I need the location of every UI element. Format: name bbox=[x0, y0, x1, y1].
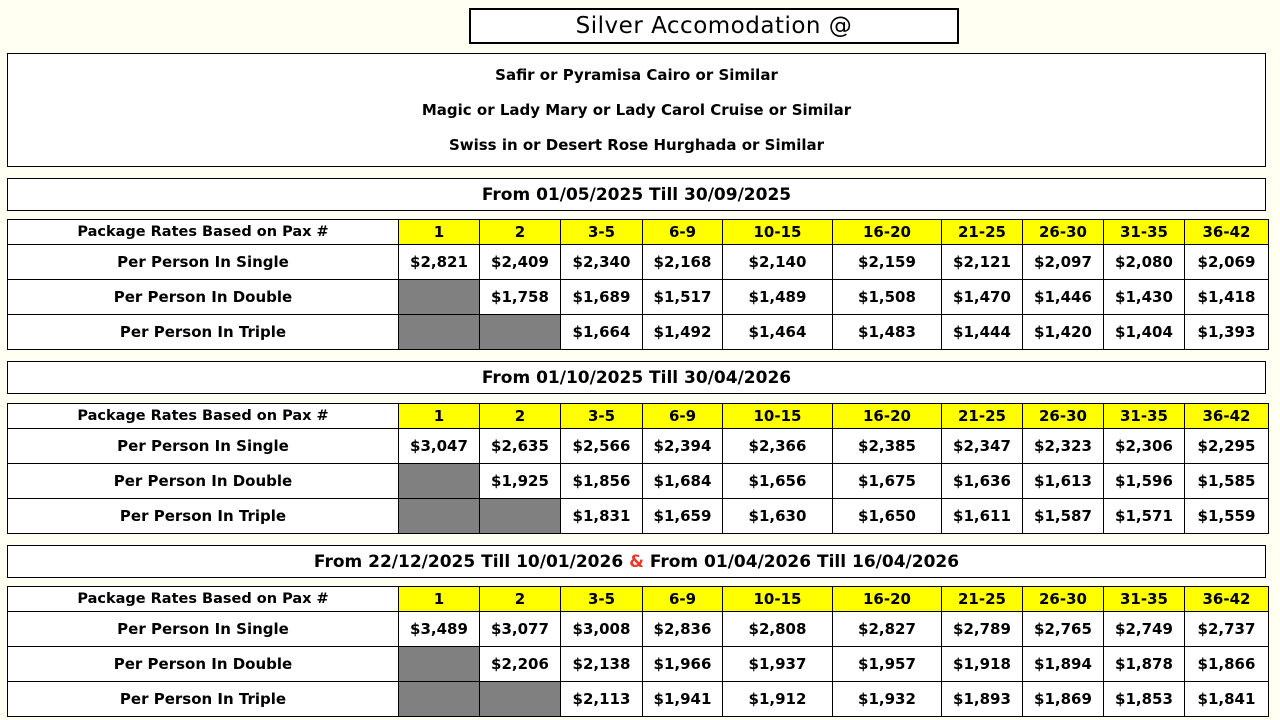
price-cell: $1,966 bbox=[643, 647, 723, 682]
price-cell: $3,489 bbox=[399, 612, 480, 647]
pax-column-header: 31-35 bbox=[1104, 220, 1185, 245]
price-cell: $1,492 bbox=[643, 315, 723, 350]
unavailable-cell bbox=[399, 315, 480, 350]
row-label: Per Person In Single bbox=[8, 245, 399, 280]
row-label: Per Person In Double bbox=[8, 280, 399, 315]
pax-column-header: 10-15 bbox=[723, 220, 833, 245]
pax-column-header: 21-25 bbox=[942, 404, 1023, 429]
unavailable-cell bbox=[399, 464, 480, 499]
hotel-line-cruise: Magic or Lady Mary or Lady Carol Cruise or Similar bbox=[421, 100, 852, 119]
price-cell: $1,483 bbox=[833, 315, 942, 350]
period-title-2 bbox=[7, 361, 1266, 394]
table-row bbox=[8, 499, 1269, 534]
pax-column-header: 16-20 bbox=[833, 587, 942, 612]
row-label: Per Person In Triple bbox=[8, 315, 399, 350]
price-cell: $2,340 bbox=[561, 245, 643, 280]
price-cell: $1,856 bbox=[561, 464, 643, 499]
pax-column-header: 3-5 bbox=[561, 587, 643, 612]
price-cell: $2,827 bbox=[833, 612, 942, 647]
price-cell: $1,613 bbox=[1023, 464, 1104, 499]
table-header-row bbox=[8, 587, 1269, 612]
price-cell: $1,559 bbox=[1185, 499, 1269, 534]
period-title-text: From 01/05/2025 Till 30/09/2025 bbox=[481, 184, 792, 205]
unavailable-cell bbox=[399, 499, 480, 534]
table-row bbox=[8, 612, 1269, 647]
pax-column-header: 16-20 bbox=[833, 220, 942, 245]
price-cell: $1,393 bbox=[1185, 315, 1269, 350]
price-cell: $1,444 bbox=[942, 315, 1023, 350]
pax-column-header: 1 bbox=[399, 404, 480, 429]
table-row bbox=[8, 280, 1269, 315]
price-cell: $1,587 bbox=[1023, 499, 1104, 534]
period-title-text-2: From 01/04/2026 Till 16/04/2026 bbox=[643, 551, 960, 572]
pax-column-header: 6-9 bbox=[643, 404, 723, 429]
price-cell: $3,008 bbox=[561, 612, 643, 647]
price-cell: $2,765 bbox=[1023, 612, 1104, 647]
period-title-1 bbox=[7, 178, 1266, 211]
price-cell: $1,941 bbox=[643, 682, 723, 717]
page-title: Silver Accomodation @ bbox=[469, 8, 959, 44]
price-cell: $2,789 bbox=[942, 612, 1023, 647]
price-cell: $2,409 bbox=[480, 245, 561, 280]
pax-column-header: 26-30 bbox=[1023, 587, 1104, 612]
pax-column-header: 3-5 bbox=[561, 404, 643, 429]
row-label: Per Person In Single bbox=[8, 612, 399, 647]
unavailable-cell bbox=[480, 499, 561, 534]
pax-column-header: 36-42 bbox=[1185, 587, 1269, 612]
table-row bbox=[8, 429, 1269, 464]
row-label: Per Person In Triple bbox=[8, 682, 399, 717]
row-label: Per Person In Single bbox=[8, 429, 399, 464]
table-row bbox=[8, 682, 1269, 717]
price-cell: $2,306 bbox=[1104, 429, 1185, 464]
price-cell: $2,138 bbox=[561, 647, 643, 682]
price-cell: $1,656 bbox=[723, 464, 833, 499]
rate-table-1 bbox=[7, 219, 1269, 350]
price-cell: $1,585 bbox=[1185, 464, 1269, 499]
price-cell: $1,611 bbox=[942, 499, 1023, 534]
pax-column-header: 26-30 bbox=[1023, 220, 1104, 245]
pax-column-header: 21-25 bbox=[942, 587, 1023, 612]
pax-column-header: 36-42 bbox=[1185, 404, 1269, 429]
price-cell: $2,323 bbox=[1023, 429, 1104, 464]
header-label: Package Rates Based on Pax # bbox=[8, 587, 399, 612]
pax-column-header: 2 bbox=[480, 404, 561, 429]
price-cell: $1,866 bbox=[1185, 647, 1269, 682]
price-cell: $1,571 bbox=[1104, 499, 1185, 534]
unavailable-cell bbox=[480, 682, 561, 717]
price-cell: $1,650 bbox=[833, 499, 942, 534]
price-cell: $1,932 bbox=[833, 682, 942, 717]
row-label: Per Person In Triple bbox=[8, 499, 399, 534]
price-cell: $2,394 bbox=[643, 429, 723, 464]
price-cell: $2,836 bbox=[643, 612, 723, 647]
price-cell: $2,159 bbox=[833, 245, 942, 280]
price-cell: $1,659 bbox=[643, 499, 723, 534]
row-label: Per Person In Double bbox=[8, 464, 399, 499]
price-cell: $1,925 bbox=[480, 464, 561, 499]
price-cell: $1,420 bbox=[1023, 315, 1104, 350]
pax-column-header: 6-9 bbox=[643, 587, 723, 612]
price-cell: $1,664 bbox=[561, 315, 643, 350]
price-cell: $1,418 bbox=[1185, 280, 1269, 315]
price-cell: $2,566 bbox=[561, 429, 643, 464]
price-cell: $1,630 bbox=[723, 499, 833, 534]
table-row bbox=[8, 315, 1269, 350]
period-title-text: From 22/12/2025 Till 10/01/2026 bbox=[313, 551, 630, 572]
pax-column-header: 31-35 bbox=[1104, 587, 1185, 612]
hotel-line-cairo: Safir or Pyramisa Cairo or Similar bbox=[495, 66, 778, 85]
hotel-line-hurghada: Swiss in or Desert Rose Hurghada or Similar bbox=[448, 135, 825, 154]
price-cell: $2,140 bbox=[723, 245, 833, 280]
price-cell: $1,841 bbox=[1185, 682, 1269, 717]
price-cell: $2,097 bbox=[1023, 245, 1104, 280]
price-cell: $1,893 bbox=[942, 682, 1023, 717]
pax-column-header: 31-35 bbox=[1104, 404, 1185, 429]
pax-column-header: 2 bbox=[480, 220, 561, 245]
price-cell: $1,758 bbox=[480, 280, 561, 315]
price-cell: $2,808 bbox=[723, 612, 833, 647]
table-header-row bbox=[8, 404, 1269, 429]
price-cell: $2,080 bbox=[1104, 245, 1185, 280]
header-label: Package Rates Based on Pax # bbox=[8, 220, 399, 245]
row-label: Per Person In Double bbox=[8, 647, 399, 682]
price-cell: $1,464 bbox=[723, 315, 833, 350]
period-title-text: From 01/10/2025 Till 30/04/2026 bbox=[481, 367, 792, 388]
price-cell: $1,489 bbox=[723, 280, 833, 315]
unavailable-cell bbox=[480, 315, 561, 350]
price-cell: $1,912 bbox=[723, 682, 833, 717]
price-cell: $2,737 bbox=[1185, 612, 1269, 647]
pax-column-header: 2 bbox=[480, 587, 561, 612]
price-cell: $1,957 bbox=[833, 647, 942, 682]
price-cell: $1,517 bbox=[643, 280, 723, 315]
pax-column-header: 10-15 bbox=[723, 404, 833, 429]
pax-column-header: 16-20 bbox=[833, 404, 942, 429]
price-cell: $1,869 bbox=[1023, 682, 1104, 717]
price-cell: $2,385 bbox=[833, 429, 942, 464]
period-title-3 bbox=[7, 545, 1266, 578]
rate-table-3 bbox=[7, 586, 1269, 717]
price-cell: $1,937 bbox=[723, 647, 833, 682]
price-cell: $1,430 bbox=[1104, 280, 1185, 315]
price-cell: $1,596 bbox=[1104, 464, 1185, 499]
table-row bbox=[8, 464, 1269, 499]
pax-column-header: 6-9 bbox=[643, 220, 723, 245]
price-cell: $2,821 bbox=[399, 245, 480, 280]
price-cell: $1,853 bbox=[1104, 682, 1185, 717]
pax-column-header: 36-42 bbox=[1185, 220, 1269, 245]
price-cell: $1,470 bbox=[942, 280, 1023, 315]
price-cell: $2,121 bbox=[942, 245, 1023, 280]
price-cell: $2,206 bbox=[480, 647, 561, 682]
price-cell: $1,508 bbox=[833, 280, 942, 315]
pax-column-header: 10-15 bbox=[723, 587, 833, 612]
pax-column-header: 26-30 bbox=[1023, 404, 1104, 429]
ampersand-separator: & bbox=[629, 551, 644, 572]
price-cell: $3,047 bbox=[399, 429, 480, 464]
unavailable-cell bbox=[399, 280, 480, 315]
price-cell: $1,404 bbox=[1104, 315, 1185, 350]
price-cell: $1,878 bbox=[1104, 647, 1185, 682]
price-cell: $1,894 bbox=[1023, 647, 1104, 682]
price-cell: $2,168 bbox=[643, 245, 723, 280]
hotel-list bbox=[7, 53, 1266, 167]
pax-column-header: 3-5 bbox=[561, 220, 643, 245]
price-cell: $1,446 bbox=[1023, 280, 1104, 315]
price-cell: $2,295 bbox=[1185, 429, 1269, 464]
price-cell: $2,635 bbox=[480, 429, 561, 464]
price-cell: $1,918 bbox=[942, 647, 1023, 682]
price-cell: $1,636 bbox=[942, 464, 1023, 499]
price-cell: $2,069 bbox=[1185, 245, 1269, 280]
price-cell: $1,675 bbox=[833, 464, 942, 499]
table-row bbox=[8, 245, 1269, 280]
pax-column-header: 1 bbox=[399, 587, 480, 612]
table-header-row bbox=[8, 220, 1269, 245]
price-cell: $1,689 bbox=[561, 280, 643, 315]
pax-column-header: 21-25 bbox=[942, 220, 1023, 245]
header-label: Package Rates Based on Pax # bbox=[8, 404, 399, 429]
rate-table-2 bbox=[7, 403, 1269, 534]
unavailable-cell bbox=[399, 647, 480, 682]
price-cell: $2,347 bbox=[942, 429, 1023, 464]
price-cell: $1,684 bbox=[643, 464, 723, 499]
pax-column-header: 1 bbox=[399, 220, 480, 245]
price-cell: $3,077 bbox=[480, 612, 561, 647]
price-cell: $2,113 bbox=[561, 682, 643, 717]
price-cell: $2,749 bbox=[1104, 612, 1185, 647]
price-cell: $1,831 bbox=[561, 499, 643, 534]
price-cell: $2,366 bbox=[723, 429, 833, 464]
unavailable-cell bbox=[399, 682, 480, 717]
table-row bbox=[8, 647, 1269, 682]
